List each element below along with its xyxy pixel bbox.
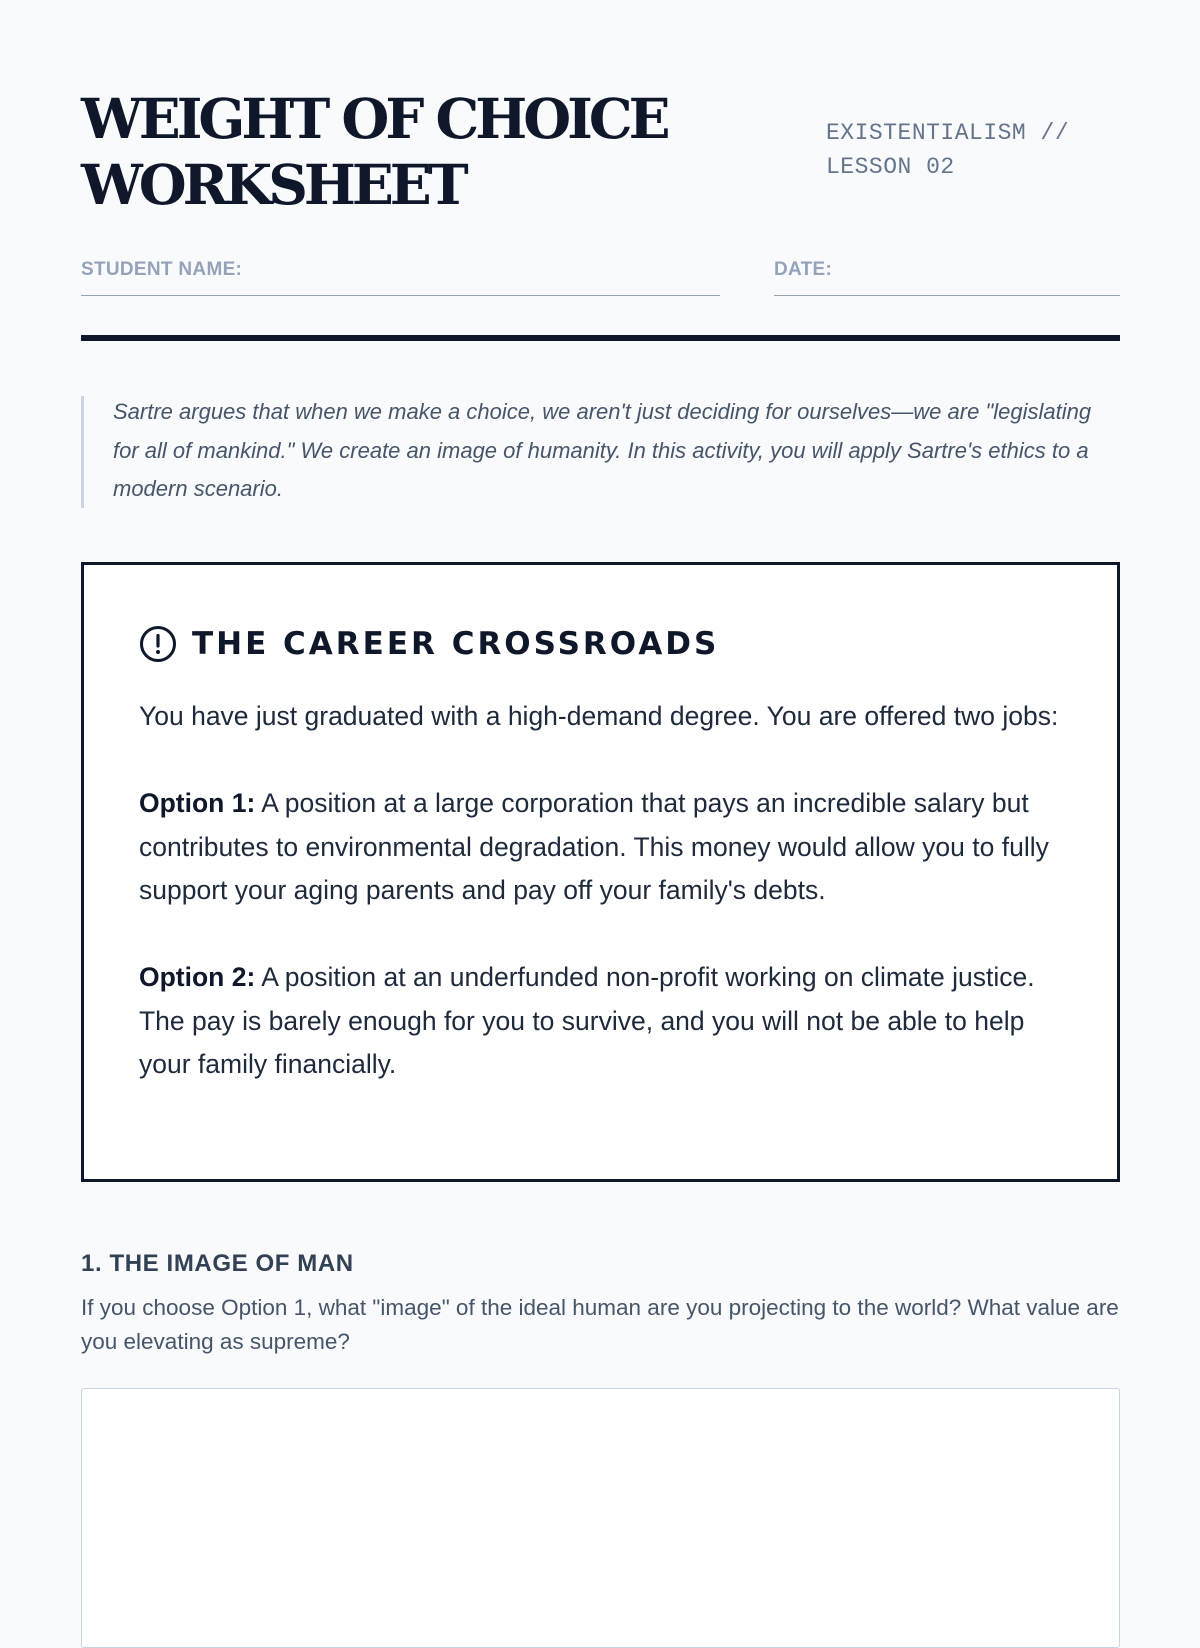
question-1 [81,1248,1120,1359]
intro-quote [81,396,1120,508]
lesson-tag [826,116,1116,184]
scenario-option-1 [139,782,1079,913]
scenario-setup: You have just graduated with a high-demand degree. You are offered two jobs: [139,701,1059,731]
worksheet-page [81,0,1120,1354]
scenario-header [139,625,719,663]
student-name-label: STUDENT NAME: [81,259,243,280]
option-1-label: Option 1: [139,788,256,818]
option-1-text: A position at a large corporation that pays an incredible salary but contributes to environmental degradation. This money would allow you to fully support your aging parents and pay off your family's debts. [139,788,1049,905]
option-2-label: Option 2: [139,962,256,992]
intro-text: Sartre argues that when we make a choice, we aren't just deciding for ourselves—we are "legislating for all of mankind." We create an image of humanity. In this activity, you will apply Sartre's ethics to a modern scenario. [113,399,1092,501]
header-divider [81,335,1120,341]
lesson-tag-line-1: EXISTENTIALISM // [826,120,1070,146]
option-2-text: A position at an underfunded non-profit working on climate justice. The pay is barely enough for you to survive, and you will not be able to help your family financially. [139,962,1035,1079]
question-1-title: 1. THE IMAGE OF MAN [81,1250,354,1277]
alert-circle-icon [139,625,177,663]
scenario-card [81,562,1120,1182]
lesson-tag-line-2: LESSON 02 [826,154,955,180]
question-1-answer-area[interactable] [81,1388,1120,1648]
title-line-2: WORKSHEET [81,152,465,217]
student-name-field[interactable] [81,255,720,296]
date-label: DATE: [774,259,833,280]
scenario-title: THE CAREER CROSSROADS [192,626,720,662]
page-title [81,86,761,218]
title-line-1: WEIGHT OF CHOICE [81,86,667,151]
worksheet-header [81,0,1120,230]
date-field[interactable] [774,255,1120,296]
scenario-body [139,695,1079,1087]
scenario-option-2 [139,956,1079,1087]
question-1-prompt: If you choose Option 1, what "image" of the ideal human are you projecting to the world? What value are you elevating as supreme? [81,1295,1119,1354]
